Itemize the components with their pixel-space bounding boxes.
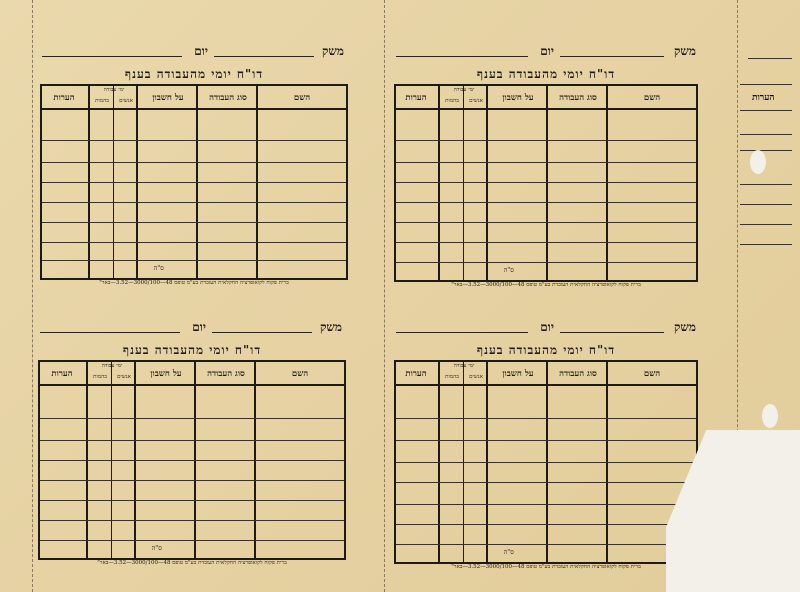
col-header-people: אנשים — [119, 98, 133, 104]
report-table — [38, 360, 346, 560]
punch-hole-top — [750, 150, 766, 174]
col-header-workdays: ימי עבודה — [103, 87, 125, 93]
edge-header-line — [748, 58, 792, 59]
col-header-account: על חשבון — [150, 368, 182, 379]
col-header-account: על חשבון — [502, 92, 534, 103]
farm-field-line[interactable] — [560, 332, 664, 333]
day-field-line[interactable] — [42, 56, 182, 57]
total-label: ס"ה — [503, 548, 514, 556]
report-table — [394, 84, 698, 282]
day-label: יום — [192, 320, 206, 334]
report-table — [40, 84, 348, 280]
col-header-people: אנשים — [469, 98, 483, 104]
col-header-notes: הערות — [53, 92, 75, 103]
col-header-animals: בהמות — [445, 98, 459, 104]
col-header-animals: בהמות — [445, 374, 459, 380]
edge-notes-label: הערות — [752, 93, 775, 103]
col-header-name: השם — [643, 368, 661, 379]
cut-line-middle — [384, 0, 385, 592]
printer-line: ברית פקוח לקואופרציה החקלאית העובדת בע"מ טופס 48—3000/100—3.52—באר" — [99, 280, 289, 286]
printer-line: ברית פקוח לקואופרציה החקלאית העובדת בע"מ טופס 48—3000/100—3.52—באר" — [451, 564, 641, 570]
farm-label: משק — [321, 44, 344, 58]
day-field-line[interactable] — [396, 56, 528, 57]
day-label: יום — [540, 44, 554, 58]
farm-label: משק — [673, 44, 696, 58]
col-header-notes: הערות — [405, 368, 427, 379]
farm-field-line[interactable] — [560, 56, 664, 57]
col-header-animals: בהמות — [93, 374, 107, 380]
day-label: יום — [194, 44, 208, 58]
col-header-people: אנשים — [117, 374, 131, 380]
col-header-name: השם — [291, 368, 309, 379]
col-header-work-type: סוג העבודה — [207, 368, 245, 379]
day-label: יום — [540, 320, 554, 334]
form-header — [394, 42, 698, 62]
printer-line: ברית פקוח לקואופרציה החקלאית העובדת בע"מ טופס 48—3000/100—3.52—באר" — [451, 282, 641, 288]
col-header-name: השם — [293, 92, 311, 103]
day-field-line[interactable] — [40, 332, 180, 333]
col-header-people: אנשים — [469, 374, 483, 380]
col-header-work-type: סוג העבודה — [559, 368, 597, 379]
col-header-work-type: סוג העבודה — [559, 92, 597, 103]
col-header-notes: הערות — [51, 368, 73, 379]
form-header — [40, 42, 348, 62]
col-header-animals: בהמות — [95, 98, 109, 104]
form-title: דו"ח יומי מהעבודה בענף — [476, 343, 616, 357]
col-header-name: השם — [643, 92, 661, 103]
farm-field-line[interactable] — [212, 332, 312, 333]
col-header-account: על חשבון — [152, 92, 184, 103]
report-form-bottom-right — [394, 318, 698, 574]
farm-label: משק — [319, 320, 342, 334]
punch-hole-bottom — [762, 404, 778, 428]
cut-line-left — [32, 0, 33, 592]
farm-label: משק — [673, 320, 696, 334]
form-header — [38, 318, 346, 338]
form-title: דו"ח יומי מהעבודה בענף — [124, 67, 264, 81]
day-field-line[interactable] — [396, 332, 528, 333]
col-header-account: על חשבון — [502, 368, 534, 379]
col-header-work-type: סוג העבודה — [209, 92, 247, 103]
farm-field-line[interactable] — [214, 56, 314, 57]
report-form-bottom-left — [38, 318, 346, 574]
report-form-top-left — [40, 42, 348, 292]
form-title: דו"ח יומי מהעבודה בענף — [476, 67, 616, 81]
col-header-notes: הערות — [405, 92, 427, 103]
total-label: ס"ה — [153, 264, 164, 272]
col-header-workdays: ימי עבודה — [101, 363, 123, 369]
printer-line: ברית פקוח לקואופרציה החקלאית העובדת בע"מ טופס 48—3000/100—3.52—באר" — [97, 560, 287, 566]
report-form-top-right — [394, 42, 698, 292]
edge-table-top — [740, 84, 792, 85]
report-table — [394, 360, 698, 564]
total-label: ס"ה — [503, 266, 514, 274]
form-header — [394, 318, 698, 338]
total-label: ס"ה — [151, 544, 162, 552]
col-header-workdays: ימי עבודה — [453, 363, 475, 369]
col-header-workdays: ימי עבודה — [453, 87, 475, 93]
form-title: דו"ח יומי מהעבודה בענף — [122, 343, 262, 357]
